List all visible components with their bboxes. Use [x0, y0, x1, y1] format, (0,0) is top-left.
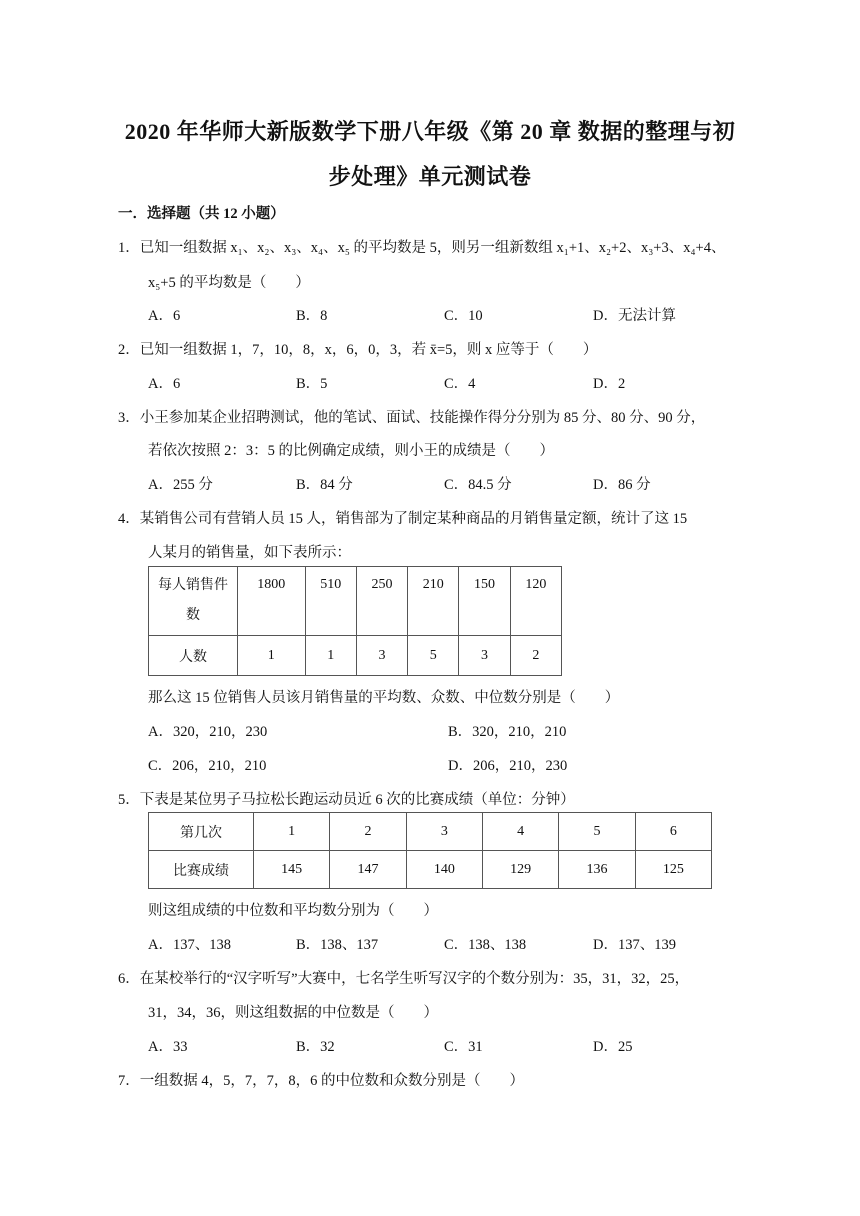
- question-5-option-c: C．138、138: [444, 937, 527, 953]
- question-6-line-2: 31，34，36，则这组数据的中位数是（ ）: [148, 1005, 438, 1021]
- question-2-option-d: D．2: [593, 376, 626, 392]
- question-4-line-1: 4．某销售公司有营销人员 15 人，销售部为了制定某种商品的月销售量定额，统计了这 15: [118, 511, 688, 527]
- question-1-option-b: B．8: [296, 308, 328, 324]
- sales-table-header-people: 人数: [149, 636, 238, 676]
- question-5-option-b: B．138、137: [296, 937, 379, 953]
- question-1-line-1: 1．已知一组数据 x₁、x₂、x₃、x₄、x₅ 的平均数是 5，则另一组新数组 x₁+1、x₂+2、x₃+3、x₄+4、: [118, 240, 726, 256]
- question-2-line-1: 2．已知一组数据 1，7，10，8，x，6，0，3，若 x̄=5，则 x 应等于（ ）: [118, 342, 598, 358]
- question-6-option-a: A．33: [148, 1039, 188, 1055]
- question-5-line-1: 5．下表是某位男子马拉松长跑运动员近 6 次的比赛成绩（单位：分钟）: [118, 792, 575, 808]
- question-1-option-c: C．10: [444, 308, 483, 324]
- table-cell: 120: [510, 567, 561, 636]
- table-cell: 150: [459, 567, 510, 636]
- table-cell: 125: [635, 851, 711, 889]
- sales-table: [148, 566, 562, 676]
- marathon-table-header-round: 第几次: [149, 813, 254, 851]
- table-cell: 1: [238, 636, 306, 676]
- question-3-option-b: B．84 分: [296, 477, 353, 493]
- question-3-option-a: A．255 分: [148, 477, 213, 493]
- table-cell: 250: [356, 567, 407, 636]
- question-2-option-b: B．5: [296, 376, 328, 392]
- table-cell: 5: [559, 813, 635, 851]
- question-2-option-a: A．6: [148, 376, 181, 392]
- question-6-option-d: D．25: [593, 1039, 633, 1055]
- table-cell: 140: [406, 851, 482, 889]
- question-4-option-a: A．320，210，230: [148, 724, 268, 740]
- sales-header-part-1: 每人销售件: [158, 578, 228, 593]
- sales-header-part-2: 数: [186, 608, 200, 623]
- question-7-line-1: 7．一组数据 4，5，7，7，8，6 的中位数和众数分别是（ ）: [118, 1073, 524, 1089]
- question-6-option-c: C．31: [444, 1039, 483, 1055]
- table-cell: 3: [459, 636, 510, 676]
- table-cell: 6: [635, 813, 711, 851]
- marathon-table-header-score: 比赛成绩: [149, 851, 254, 889]
- table-cell: 510: [305, 567, 356, 636]
- question-6-option-b: B．32: [296, 1039, 335, 1055]
- question-5-after-table: 则这组成绩的中位数和平均数分别为（ ）: [148, 903, 438, 919]
- question-3-line-1: 3．小王参加某企业招聘测试，他的笔试、面试、技能操作得分分别为 85 分、80 分、90 分，: [118, 410, 706, 426]
- question-4-option-d: D．206，210，230: [448, 758, 568, 774]
- question-4-line-2: 人某月的销售量，如下表所示：: [148, 545, 351, 561]
- sales-table-header-sales: [149, 567, 238, 636]
- question-1-line-2: x₅+5 的平均数是（ ）: [148, 275, 310, 291]
- question-1-option-d: D．无法计算: [593, 308, 676, 324]
- question-6-line-1: 6．在某校举行的“汉字听写”大赛中，七名学生听写汉字的个数分别为：35，31，32，25，: [118, 971, 690, 987]
- question-3-line-2: 若依次按照 2：3：5 的比例确定成绩，则小王的成绩是（ ）: [148, 443, 554, 459]
- table-cell: 2: [510, 636, 561, 676]
- table-cell: 2: [330, 813, 406, 851]
- section-heading: 一．选择题（共 12 小题）: [118, 206, 285, 222]
- table-cell: 1800: [238, 567, 306, 636]
- page-title-line-1: 2020 年华师大新版数学下册八年级《第 20 章 数据的整理与初: [124, 119, 736, 144]
- table-cell: 3: [406, 813, 482, 851]
- question-5-option-a: A．137、138: [148, 937, 231, 953]
- table-cell: 136: [559, 851, 635, 889]
- question-3-option-d: D．86 分: [593, 477, 651, 493]
- question-5-option-d: D．137、139: [593, 937, 676, 953]
- table-cell: 3: [356, 636, 407, 676]
- table-cell: 4: [482, 813, 558, 851]
- table-cell: 145: [254, 851, 330, 889]
- table-cell: 129: [482, 851, 558, 889]
- question-4-option-c: C．206，210，210: [148, 758, 267, 774]
- table-cell: 1: [254, 813, 330, 851]
- marathon-table: [148, 812, 712, 889]
- question-2-option-c: C．4: [444, 376, 476, 392]
- question-1-option-a: A．6: [148, 308, 181, 324]
- table-cell: 5: [408, 636, 459, 676]
- question-3-option-c: C．84.5 分: [444, 477, 512, 493]
- table-cell: 210: [408, 567, 459, 636]
- question-4-option-b: B．320，210，210: [448, 724, 567, 740]
- table-cell: 147: [330, 851, 406, 889]
- page-title-line-2: 步处理》单元测试卷: [328, 164, 532, 189]
- question-4-after-table: 那么这 15 位销售人员该月销售量的平均数、众数、中位数分别是（ ）: [148, 690, 620, 706]
- table-cell: 1: [305, 636, 356, 676]
